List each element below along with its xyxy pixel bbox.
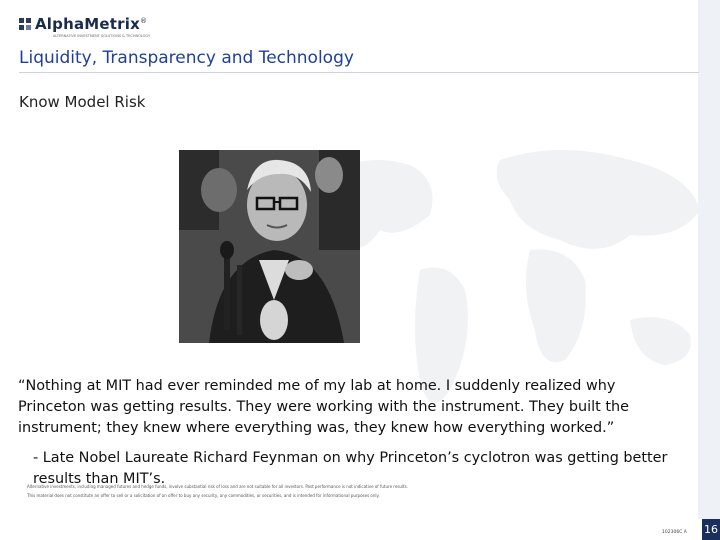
disclaimer-line-2: This material does not constitute an offer to sell or a solicitation of an offer to buy any security, any commodities, or securities, and is intended for informational purposes only. [27, 493, 380, 498]
document-id: 102306C A [662, 530, 687, 535]
logo-grid-icon [19, 18, 32, 31]
brand-tagline: ALTERNATIVE INVESTMENT SOLUTIONS & TECHNOLOGY [53, 34, 151, 38]
feynman-quote: “Nothing at MIT had ever reminded me of my lab at home. I suddenly realized why Princeton was getting results. They were working with the instrument. They built the instrument; they knew where everything was, they knew how everything worked.” [18, 378, 629, 436]
right-margin-bar [698, 0, 720, 519]
brand-registered: ® [139, 17, 148, 25]
title-divider [19, 72, 699, 73]
disclaimer-line-1: Alternative investments, including managed futures and hedge funds, involve substantial risk of loss and are not suitable for all investors. Past performance is not indicative of future results. [27, 484, 408, 489]
slide-title: Liquidity, Transparency and Technology [19, 48, 354, 68]
photo-illustration [179, 150, 360, 343]
legal-disclaimer [27, 482, 587, 500]
page-number-badge: 16 [702, 519, 720, 540]
brand-name: AlphaMetrix [35, 15, 140, 33]
feynman-photo [179, 150, 360, 343]
quote-attribution: - Late Nobel Laureate Richard Feynman on why Princeton’s cyclotron was getting better results than MIT’s. [33, 450, 668, 487]
slide-subtitle: Know Model Risk [19, 93, 146, 111]
